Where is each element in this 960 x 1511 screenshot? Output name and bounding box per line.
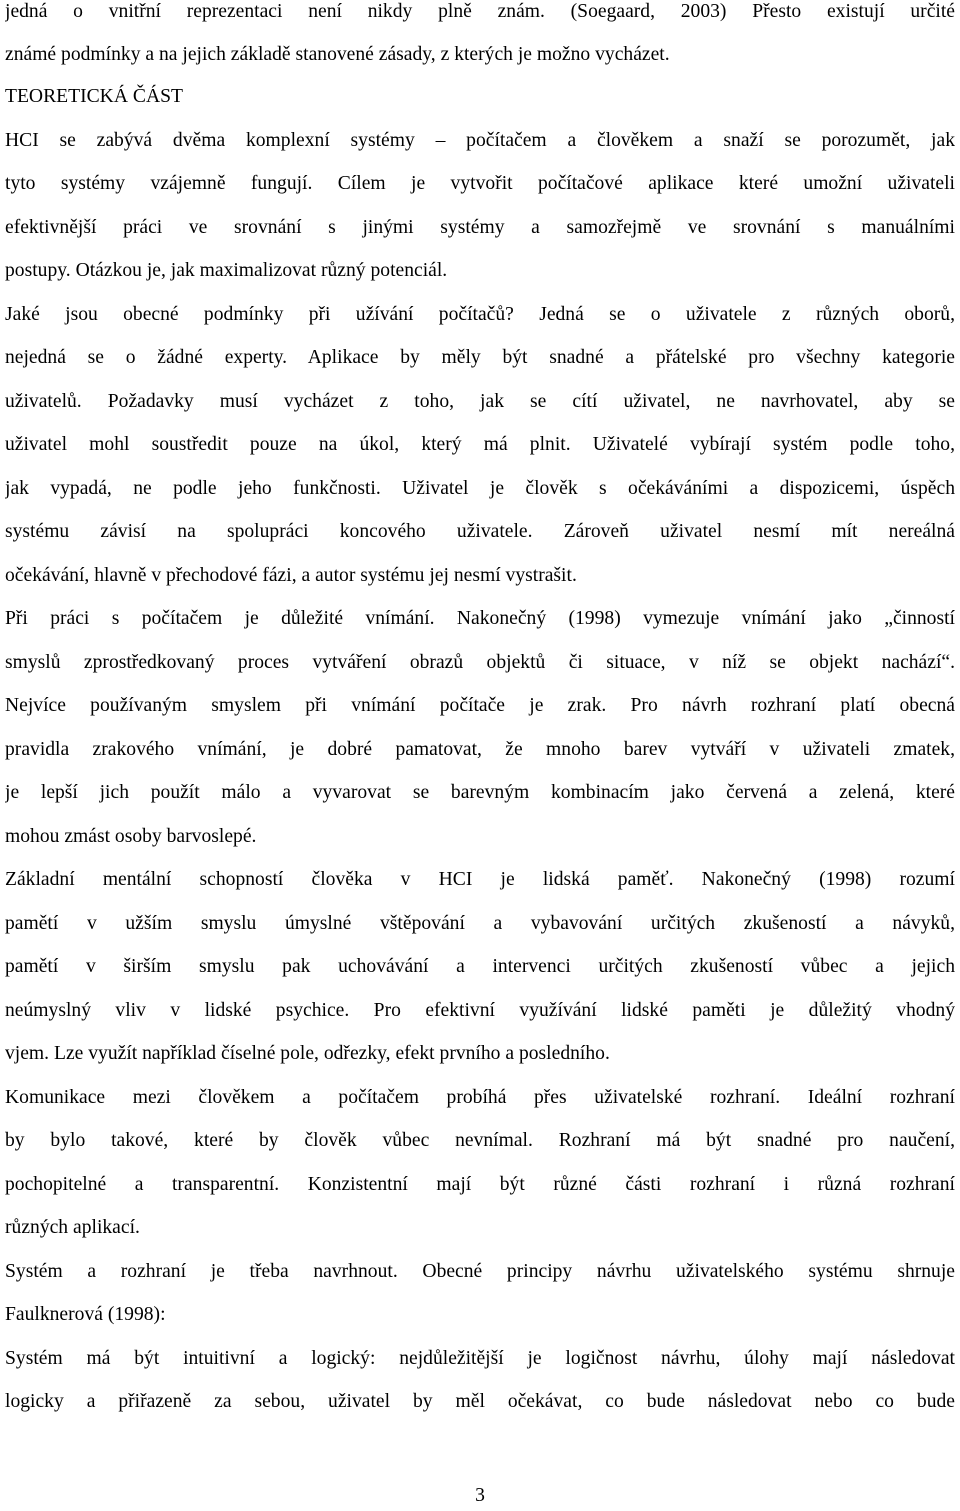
text-line-15: Při práci s počítačem je důležité vnímání. Nakonečný (1998) vymezuje vnímání jako „činností — [5, 608, 955, 629]
text-line-16: smyslů zprostředkovaný proces vytváření obrazů objektů či situace, v níž se objekt nachází“. — [5, 652, 955, 673]
text-line-9: nejedná se o žádné experty. Aplikace by měly být snadné a přátelské pro všechny kategorie — [5, 347, 955, 368]
text-line-4: HCI se zabývá dvěma komplexní systémy – počítačem a člověkem a snaží se porozumět, jak — [5, 130, 955, 151]
text-line-13: systému závisí na spolupráci koncového uživatele. Zároveň uživatel nesmí mít nereálná — [5, 521, 955, 542]
text-line-32: Systém má být intuitivní a logický: nejdůležitější je logičnost návrhu, úlohy mají následovat — [5, 1348, 955, 1369]
text-line-28: pochopitelné a transparentní. Konzistentní mají být různé části rozhraní i různá rozhraní — [5, 1174, 955, 1195]
section-heading: TEORETICKÁ ČÁST — [5, 86, 183, 107]
text-line-20: mohou zmást osoby barvoslepé. — [5, 826, 257, 847]
text-line-10: uživatelů. Požadavky musí vycházet z toho, jak se cítí uživatel, ne navrhovatel, aby se — [5, 391, 955, 412]
text-line-25: vjem. Lze využít například číselné pole, odřezky, efekt prvního a posledního. — [5, 1043, 610, 1064]
text-line-23: pamětí v širším smyslu pak uchovávání a intervenci určitých zkušeností vůbec a jejich — [5, 956, 955, 977]
text-line-19: je lepší jich použít málo a vyvarovat se barevným kombinacím jako červená a zelená, které — [5, 782, 955, 803]
text-line-24: neúmyslný vliv v lidské psychice. Pro efektivní využívání lidské paměti je důležitý vhodný — [5, 1000, 955, 1021]
text-line-33: logicky a přiřazeně za sebou, uživatel by měl očekávat, co bude následovat nebo co bude — [5, 1391, 955, 1412]
text-line-2: známé podmínky a na jejich základě stanovené zásady, z kterých je možno vycházet. — [5, 44, 670, 65]
text-line-5: tyto systémy vzájemně fungují. Cílem je vytvořit počítačové aplikace které umožní uživateli — [5, 173, 955, 194]
page-number: 3 — [475, 1485, 485, 1506]
text-line-21: Základní mentální schopností člověka v HCI je lidská paměť. Nakonečný (1998) rozumí — [5, 869, 955, 890]
text-line-30: Systém a rozhraní je třeba navrhnout. Obecné principy návrhu uživatelského systému shrnuje — [5, 1261, 955, 1282]
text-line-26: Komunikace mezi člověkem a počítačem probíhá přes uživatelské rozhraní. Ideální rozhraní — [5, 1087, 955, 1108]
text-line-6: efektivnější práci ve srovnání s jinými systémy a samozřejmě ve srovnání s manuálními — [5, 217, 955, 238]
text-line-8: Jaké jsou obecné podmínky při užívání počítačů? Jedná se o uživatele z různých oborů, — [5, 304, 955, 325]
text-line-22: pamětí v užším smyslu úmyslné vštěpování a vybavování určitých zkušeností a návyků, — [5, 913, 955, 934]
text-line-17: Nejvíce používaným smyslem při vnímání počítače je zrak. Pro návrh rozhraní platí obecná — [5, 695, 955, 716]
text-line-29: různých aplikací. — [5, 1217, 140, 1238]
text-line-1: jedná o vnitřní reprezentaci není nikdy plně znám. (Soegaard, 2003) Přesto existují určité — [5, 1, 955, 22]
text-line-27: by bylo takové, které by člověk vůbec nevnímal. Rozhraní má být snadné pro naučení, — [5, 1130, 955, 1151]
text-line-14: očekávání, hlavně v přechodové fázi, a autor systému jej nesmí vystrašit. — [5, 565, 577, 586]
text-line-7: postupy. Otázkou je, jak maximalizovat různý potenciál. — [5, 260, 448, 281]
text-line-12: jak vypadá, ne podle jeho funkčnosti. Uživatel je člověk s očekáváními a dispozicemi, úspěch — [5, 478, 955, 499]
text-line-18: pravidla zrakového vnímání, je dobré pamatovat, že mnoho barev vytváří v uživateli zmatek, — [5, 739, 955, 760]
text-line-11: uživatel mohl soustředit pouze na úkol, který má plnit. Uživatelé vybírají systém podle toho, — [5, 434, 955, 455]
text-line-31: Faulknerová (1998): — [5, 1304, 166, 1325]
